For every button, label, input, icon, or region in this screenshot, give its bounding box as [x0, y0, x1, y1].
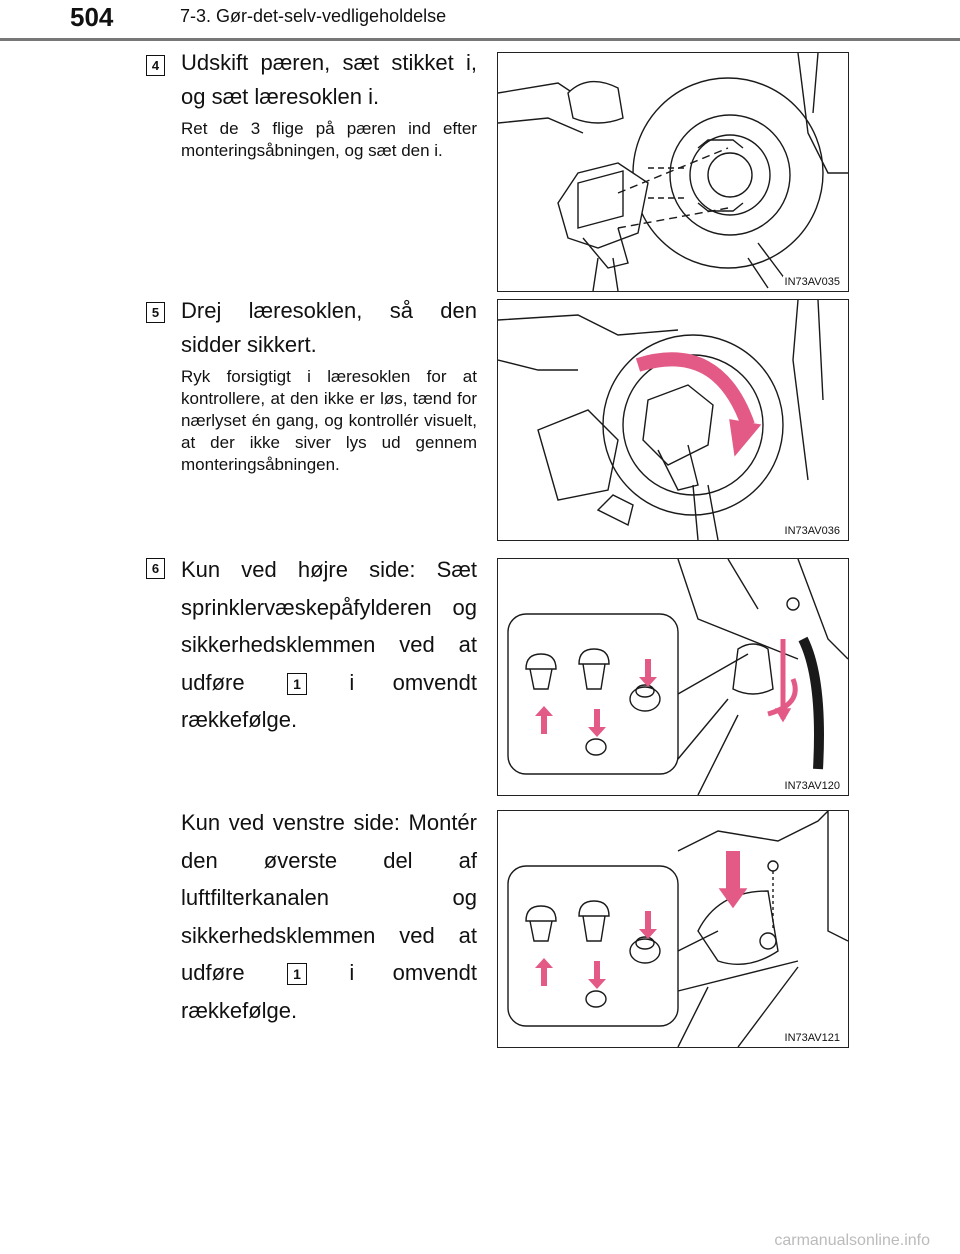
figure-washer-filler: [497, 558, 849, 796]
step-number-4: 4: [146, 55, 165, 76]
instruction-text: i omvendt rækkefølge.: [181, 960, 477, 1023]
step-6-left-instruction: [181, 804, 477, 1029]
figure-code: IN73AV036: [784, 525, 840, 537]
figure-code: IN73AV120: [784, 780, 840, 792]
step-6-right-instruction: [181, 551, 477, 739]
step-number-6: 6: [146, 558, 165, 579]
step-5-instruction: Drej læresoklen, så den sidder sikkert.: [181, 298, 477, 357]
instruction-text: Kun ved højre side: Sæt sprinklervæskepåfylderen og sikkerhedsklemmen ved at udføre: [181, 557, 477, 695]
instruction-text: Kun ved venstre side: Montér den øverste del af luftfilterkanalen og sikkerhedsklemmen ved at udføre: [181, 810, 477, 985]
chapter-title: 7-3. Gør-det-selv-vedligeholdelse: [180, 6, 447, 26]
page-number: 504: [70, 2, 114, 32]
step-5-detail: Ryk forsigtigt i læresoklen for at kontrollere, at den ikke er løs, tænd for nærlyset én gang, og kontrollér visuelt, at der ikke siver lys ud gennem monteringsåbningen.: [181, 367, 477, 474]
step-reference-1: 1: [287, 963, 307, 985]
instruction-text: i omvendt rækkefølge.: [181, 669, 477, 732]
step-4-instruction: Udskift pæren, sæt stikket i, og sæt læresoklen i.: [181, 50, 477, 109]
step-4-detail: Ret de 3 flige på pæren ind efter monteringsåbningen, og sæt den i.: [181, 119, 477, 160]
step-reference-1: 1: [287, 673, 307, 695]
figure-code: IN73AV121: [784, 1032, 840, 1044]
figure-code: IN73AV035: [784, 276, 840, 288]
figure-rotate-socket: [497, 299, 849, 541]
figure-air-filter-duct: [497, 810, 849, 1048]
header-rule: [0, 38, 960, 41]
step-number-5: 5: [146, 302, 165, 323]
watermark: carmanualsonline.info: [774, 1232, 930, 1249]
figure-bulb-insert: [497, 52, 849, 292]
